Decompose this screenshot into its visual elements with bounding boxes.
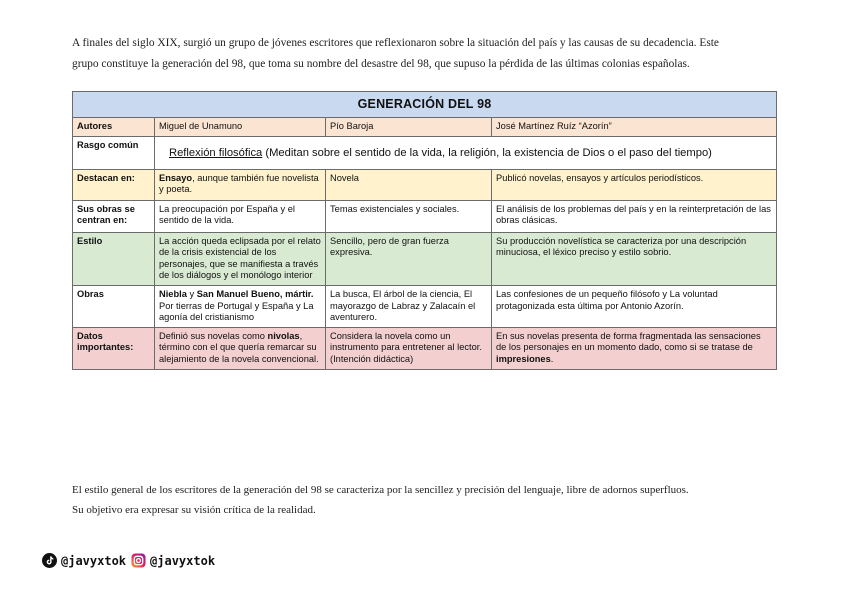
cell-obras-unamuno (155, 285, 326, 327)
cell-centran-baroja: Temas existenciales y sociales. (326, 200, 492, 232)
cell-centran-unamuno: La preocupación por España y el sentido de la vida. (155, 200, 326, 232)
instagram-icon[interactable] (131, 553, 146, 568)
rasgo-text: (Meditan sobre el sentido de la vida, la religión, la existencia de Dios o el paso del tiempo) (262, 146, 712, 159)
datos-unamuno-nivolas: nivolas (267, 330, 300, 341)
cell-estilo-unamuno: La acción queda eclipsada por el relato de la crisis existencial de los personajes, que se manifiesta a través de los diálogos y el monólogo interior (155, 232, 326, 285)
social-footer (42, 553, 220, 568)
row-header-rasgo: Rasgo común (73, 136, 155, 169)
cell-estilo-azorin: Su producción novelística se caracteriza por una descripción minuciosa, el léxico preciso y estilo sobrio. (492, 232, 777, 285)
obras-unamuno-niebla: Niebla (159, 288, 187, 299)
destacan-unamuno-bold: Ensayo (159, 172, 193, 183)
table-row-centran (73, 200, 777, 232)
cell-autor-azorin: José Martínez Ruíz “Azorín” (492, 118, 777, 137)
outro-line-1: El estilo general de los escritores de la generación del 98 se caracteriza por la sencillez y precisión del lenguaje, libre de adornos superfluos. (72, 484, 689, 496)
table-row-datos (73, 327, 777, 369)
table-row-autores (73, 118, 777, 137)
cell-obras-baroja: La busca, El árbol de la ciencia, El mayorazgo de Labraz y Zalacaín el aventurero. (326, 285, 492, 327)
row-header-obras: Obras (73, 285, 155, 327)
datos-azorin-impresiones: impresiones (496, 353, 551, 364)
table-row-estilo (73, 232, 777, 285)
cell-destacan-baroja: Novela (326, 169, 492, 200)
outro-paragraph (72, 480, 792, 520)
row-header-estilo: Estilo (73, 232, 155, 285)
tiktok-icon[interactable] (42, 553, 57, 568)
row-header-destacan: Destacan en: (73, 169, 155, 200)
tiktok-handle[interactable]: @javyxtok (61, 553, 127, 568)
instagram-handle[interactable]: @javyxtok (150, 553, 216, 568)
cell-datos-azorin (492, 327, 777, 369)
cell-autor-unamuno: Miguel de Unamuno (155, 118, 326, 137)
obras-unamuno-y: y (186, 288, 197, 299)
cell-estilo-baroja: Sencillo, pero de gran fuerza expresiva. (326, 232, 492, 285)
cell-obras-azorin: Las confesiones de un pequeño filósofo y La voluntad protagonizada esta última por Antonio Azorín. (492, 285, 777, 327)
datos-azorin-post: . (550, 353, 554, 364)
datos-baroja-1: Considera la novela como un instrumento para entretener al lector. (330, 330, 482, 353)
intro-line-1: A finales del siglo XIX, surgió un grupo de jóvenes escritores que reflexionaron sobre la situación del país y las causas de su decadencia. Este (72, 37, 719, 49)
intro-paragraph (72, 33, 792, 75)
datos-unamuno-post: , término con el que quería remarcar su alejamiento de la novela convencional. (159, 330, 319, 364)
generacion-98-table (72, 91, 777, 370)
table-row-obras (73, 285, 777, 327)
outro-line-2: Su objetivo era expresar su visión crítica de la realidad. (72, 504, 316, 516)
datos-unamuno-pre: Definió sus novelas como (159, 330, 268, 341)
destacan-unamuno-rest: , aunque también fue novelista y poeta. (159, 172, 319, 195)
cell-datos-baroja (326, 327, 492, 369)
table-title: GENERACIÓN DEL 98 (73, 92, 777, 118)
obras-unamuno-rest: Por tierras de Portugal y España y La agonía del cristianismo (159, 300, 314, 323)
cell-destacan-unamuno (155, 169, 326, 200)
row-header-autores: Autores (73, 118, 155, 137)
datos-azorin-pre: En sus novelas presenta de forma fragmentada las sensaciones de los personajes en un momento dado, como si se tratase de (496, 330, 761, 353)
row-header-centran: Sus obras se centran en: (73, 200, 155, 232)
cell-destacan-azorin: Publicó novelas, ensayos y artículos periodísticos. (492, 169, 777, 200)
rasgo-underlined: Reflexión filosófica (169, 146, 263, 159)
table-row-rasgo (73, 136, 777, 169)
datos-baroja-2: (Intención didáctica) (330, 353, 414, 364)
table-row-destacan (73, 169, 777, 200)
cell-rasgo-comun (155, 136, 777, 169)
intro-line-2: grupo constituye la generación del 98, que toma su nombre del desastre del 98, que supuso la pérdida de las últimas colonias españolas. (72, 58, 690, 70)
cell-centran-azorin: El análisis de los problemas del país y en la reinterpretación de las obras clásicas. (492, 200, 777, 232)
cell-datos-unamuno (155, 327, 326, 369)
obras-unamuno-san-manuel: San Manuel Bueno, mártir. (196, 288, 314, 299)
cell-autor-baroja: Pío Baroja (326, 118, 492, 137)
row-header-datos: Datos importantes: (73, 327, 155, 369)
